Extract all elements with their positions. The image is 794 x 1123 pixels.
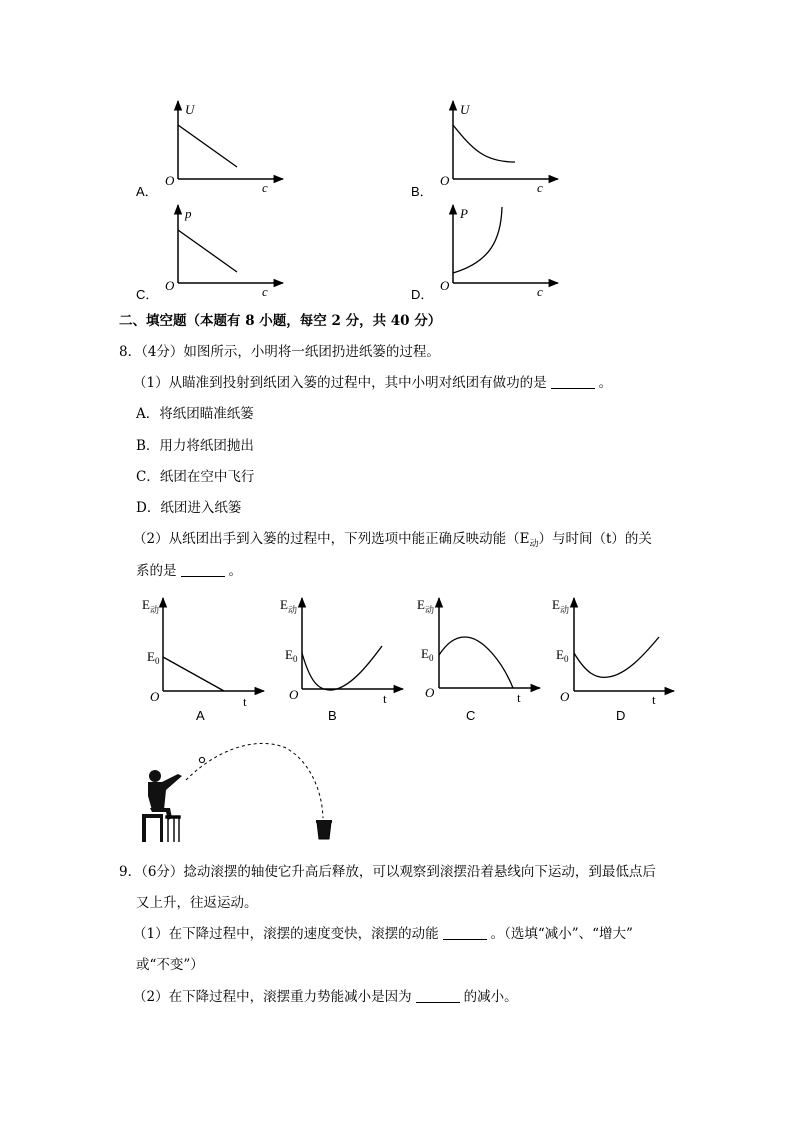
graph-option-c xyxy=(130,200,300,310)
wastebasket xyxy=(317,822,331,839)
trajectory-dashed xyxy=(186,743,323,818)
e0-label xyxy=(421,646,434,663)
option-letter: B． xyxy=(411,184,433,199)
y-label-sub: 动 xyxy=(559,605,569,615)
y-axis-label: P xyxy=(460,206,468,221)
section-title: 二、填空题（本题有 8 小题，每空 2 分，共 40 分） xyxy=(119,313,442,329)
x-axis-label: t xyxy=(243,694,247,709)
energy-graph-d xyxy=(552,593,682,723)
q8-part2-text-end: ）与时间（t）的关 xyxy=(538,531,652,547)
graph-caption: A xyxy=(196,708,205,723)
e0-main: E xyxy=(556,647,564,662)
q9-line2: 又上升，往返运动。 xyxy=(136,895,258,911)
curve-dip-to-zero xyxy=(302,646,382,690)
x-axis-label: c xyxy=(262,284,268,299)
q9-part2 xyxy=(133,987,518,1007)
q9-part2-text: （2）在下降过程中，滚摆重力势能减小是因为 xyxy=(133,989,412,1005)
origin-label: O xyxy=(165,278,175,293)
q9-part1-line2: 或“不变”） xyxy=(136,957,204,973)
q9-part1-end: 。（选填“减小”、“增大” xyxy=(490,926,633,942)
y-axis-label: p xyxy=(185,206,192,221)
graph-caption: B xyxy=(328,708,337,723)
e0-main: E xyxy=(147,649,155,664)
q8-option-a: A．将纸团瞄准纸篓 xyxy=(136,406,254,422)
q9-part1-text: （1）在下降过程中，滚摆的速度变快，滚摆的动能 xyxy=(133,926,439,942)
x-axis-label: t xyxy=(517,690,521,705)
y-label-main: E xyxy=(142,597,150,612)
q8-stem: 8．（4分）如图所示，小明将一纸团扔进纸篓的过程。 xyxy=(119,344,440,360)
y-axis-label xyxy=(142,597,159,615)
option-letter: C． xyxy=(136,287,159,302)
y-axis-label xyxy=(280,597,297,615)
q8-part2-text: （2）从纸团出手到入篓的过程中，下列选项中能正确反映动能（E xyxy=(133,531,530,547)
energy-graph-b xyxy=(280,593,410,723)
student-silhouette xyxy=(142,770,182,842)
q9-part1 xyxy=(133,924,633,944)
e0-sub: 0 xyxy=(428,653,434,663)
option-letter: A． xyxy=(136,184,158,199)
y-axis-label: U xyxy=(185,102,195,117)
line-decreasing xyxy=(178,125,237,167)
graph-option-d xyxy=(405,200,575,310)
graph-caption: D xyxy=(616,708,626,723)
graph-caption: C xyxy=(466,708,476,723)
q8-option-c: C．纸团在空中飞行 xyxy=(136,469,255,485)
q8-part2-line2-text: 系的是 xyxy=(136,563,177,579)
curve-dip-nonzero xyxy=(574,637,659,677)
origin-label: O xyxy=(440,278,450,293)
line-decreasing xyxy=(163,657,224,691)
origin-label: O xyxy=(165,173,175,188)
y-label-main: E xyxy=(417,597,425,612)
y-axis-label xyxy=(417,597,434,615)
graph-option-a xyxy=(130,95,300,205)
y-label-sub: 动 xyxy=(287,605,297,615)
q8-option-d: D．纸团进入纸篓 xyxy=(136,500,242,516)
e0-label xyxy=(556,647,569,664)
q8-part2-line2 xyxy=(136,561,242,581)
y-label-main: E xyxy=(552,597,560,612)
line-decreasing xyxy=(178,230,237,272)
y-label-sub: 动 xyxy=(424,605,434,615)
x-axis-label: t xyxy=(383,691,387,706)
e0-label xyxy=(147,649,160,666)
q8-part2-end: 。 xyxy=(228,563,242,579)
e0-sub: 0 xyxy=(154,656,160,666)
q9-part2-end: 的减小。 xyxy=(463,989,518,1005)
answer-blank[interactable] xyxy=(416,988,460,1003)
paper-ball xyxy=(199,757,204,762)
x-axis-label: c xyxy=(537,180,543,195)
y-label-main: E xyxy=(280,597,288,612)
energy-graph-a xyxy=(138,593,268,723)
graph-option-b xyxy=(405,95,575,205)
e0-sub: 0 xyxy=(563,654,569,664)
q9-line1: 9．（6分）捻动滚摆的轴使它升高后释放，可以观察到滚摆沿着悬线向下运动，到最低点后 xyxy=(119,864,656,880)
origin-label: O xyxy=(560,689,570,704)
q8-part1-end: 。 xyxy=(598,375,613,391)
origin-label: O xyxy=(150,689,160,704)
q8-part2-sub: 动 xyxy=(529,539,539,550)
y-axis-label xyxy=(552,597,569,615)
answer-blank[interactable] xyxy=(443,925,487,940)
option-letter: D． xyxy=(411,287,434,302)
e0-sub: 0 xyxy=(292,654,298,664)
origin-label: O xyxy=(425,685,435,700)
q8-option-b: B．用力将纸团抛出 xyxy=(136,438,254,454)
e0-main: E xyxy=(421,646,429,661)
y-label-sub: 动 xyxy=(149,605,159,615)
energy-graph-c xyxy=(415,593,545,723)
curve-rise-then-fall xyxy=(439,637,513,688)
e0-main: E xyxy=(285,647,293,662)
throw-illustration xyxy=(138,738,338,846)
curve-decay xyxy=(453,125,515,162)
x-axis-label: t xyxy=(652,692,656,707)
answer-blank[interactable] xyxy=(181,562,225,577)
x-axis-label: c xyxy=(262,180,268,195)
origin-label: O xyxy=(440,173,450,188)
e0-label xyxy=(285,647,298,664)
x-axis-label: c xyxy=(537,284,543,299)
q8-part1-text: （1）从瞄准到投射到纸团入篓的过程中，其中小明对纸团有做功的是 xyxy=(133,375,547,391)
y-axis-label: U xyxy=(460,102,470,117)
answer-blank[interactable] xyxy=(551,374,595,389)
q8-part2-line1 xyxy=(133,529,652,555)
desk xyxy=(166,816,180,842)
origin-label: O xyxy=(289,687,299,702)
q8-part1 xyxy=(133,373,612,393)
